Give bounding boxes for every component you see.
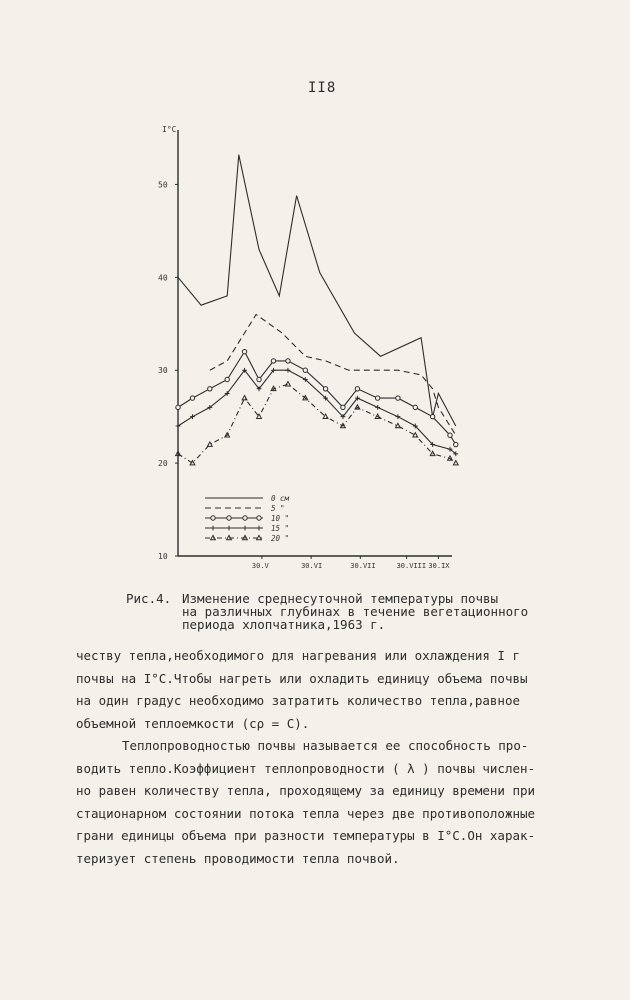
caption-label: Рис.4. [126, 591, 172, 606]
page-number: II8 [308, 80, 337, 96]
data-point [453, 461, 458, 465]
data-point [243, 526, 248, 531]
y-tick-label: 30 [158, 366, 168, 376]
y-tick-label: 50 [158, 180, 168, 190]
data-point [430, 414, 434, 418]
legend-label: 5 " [271, 504, 285, 513]
data-point [242, 349, 246, 353]
data-point [286, 359, 290, 363]
series-line [178, 370, 456, 454]
data-point [257, 516, 261, 520]
y-tick-label: 20 [158, 459, 168, 469]
data-point [396, 396, 400, 400]
text-line: Теплопроводностью почвы называется ее способность про- [122, 738, 529, 753]
data-point [225, 377, 229, 381]
text-line: стационарном состоянии потока тепла через две противоположные [76, 805, 536, 821]
data-point [208, 387, 212, 391]
text-line: на один градус необходимо затратить количество тепла,равное [76, 693, 521, 708]
x-tick-label: 30.VIII [396, 562, 427, 570]
text-line: почвы на I°C.Чтобы нагреть или охладить единицу объема почвы [76, 670, 528, 686]
y-tick-label: 10 [158, 552, 168, 561]
data-point [396, 423, 401, 427]
data-point [413, 405, 417, 409]
data-point [176, 405, 180, 409]
data-point [341, 405, 345, 409]
series-line [178, 155, 456, 426]
data-point [454, 442, 458, 446]
data-point [375, 396, 379, 400]
data-point [257, 535, 262, 539]
x-tick-label: 30.VI [301, 562, 323, 570]
caption-line: на различных глубинах в течение вегетационного [182, 604, 529, 619]
data-point [375, 405, 380, 410]
data-point [227, 516, 231, 520]
legend-label: 10 " [271, 514, 290, 523]
text-line: но равен количеству тепла, проходящему за единицу времени при [76, 783, 536, 798]
x-tick-label: 30.V [251, 562, 269, 570]
data-point [286, 382, 291, 386]
series-line [210, 315, 456, 436]
series-10-line [176, 349, 458, 446]
data-point [227, 526, 232, 531]
data-point [396, 414, 401, 419]
series-5-line [210, 315, 456, 436]
caption-line: периода хлопчатника,1963 г. [182, 617, 386, 632]
legend-label: 0 см [271, 494, 290, 503]
text-line: теризует степень проводимости тепла почвой. [76, 850, 400, 866]
series-line [178, 384, 456, 463]
y-axis-label: I°C [162, 125, 177, 134]
series-0см-line [178, 155, 456, 426]
data-point [257, 377, 261, 381]
chart-series [176, 155, 459, 465]
text-line: объемной теплоемкости (cρ = C). [76, 715, 310, 731]
data-point [257, 526, 262, 531]
data-point [211, 526, 216, 531]
data-point [207, 442, 212, 446]
data-point [430, 451, 435, 455]
y-tick-label: 40 [158, 273, 168, 283]
x-tick-label: 30.VII [350, 562, 376, 570]
text-line: водить тепло.Коэффициент теплопроводности ( λ ) почвы числен- [76, 760, 536, 776]
data-point [271, 359, 275, 363]
series-20-line [176, 382, 459, 465]
soil-temperature-chart [150, 118, 480, 578]
data-point [242, 395, 247, 399]
text-line: грани единицы объема при разности температуры в I°C.Он харак- [76, 828, 536, 843]
data-point [243, 516, 247, 520]
caption-line: Изменение среднесуточной температуры почвы [182, 591, 499, 606]
data-point [303, 368, 307, 372]
data-point [448, 433, 452, 437]
data-point [323, 387, 327, 391]
chart-legend [205, 494, 290, 543]
text-line: честву тепла,необходимого для нагревания или охлаждения I г [76, 648, 521, 663]
data-point [355, 387, 359, 391]
data-point [211, 516, 215, 520]
chart-axes [158, 125, 452, 570]
data-point [413, 433, 418, 437]
body-text [76, 645, 576, 870]
legend-label: 20 " [271, 534, 290, 543]
legend-label: 15 " [271, 524, 290, 533]
data-point [190, 396, 194, 400]
data-point [286, 368, 291, 373]
x-tick-label: 30.IX [428, 562, 450, 570]
